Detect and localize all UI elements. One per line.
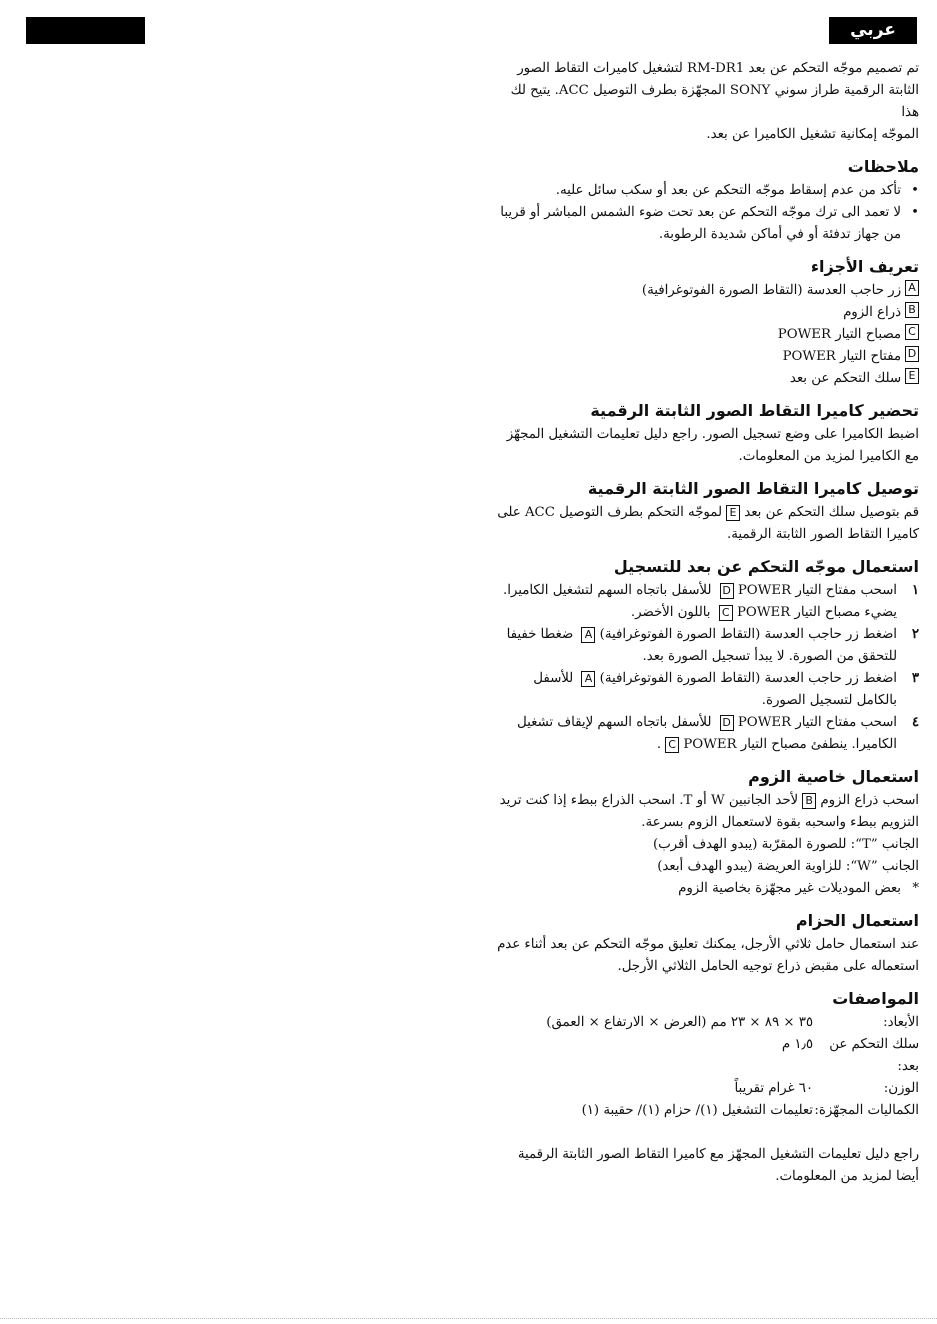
part-letter-box: A	[581, 671, 595, 687]
notes-heading: ملاحظات	[847, 157, 919, 176]
note-item: • تأكد من عدم إسقاط موجّه التحكم عن بعد أو سكب سائل عليه.	[495, 180, 919, 202]
recording-heading: استعمال موجّه التحكم عن بعد للتسجيل	[613, 557, 919, 576]
part-letter-box: B	[802, 793, 816, 809]
intro-line: الموجّه إمكانية تشغيل الكاميرا عن بعد.	[706, 127, 919, 142]
step-number: ٢	[911, 627, 919, 642]
zoom-note: * بعض الموديلات غير مجهّزة بخاصية الزوم	[495, 878, 919, 900]
part-letter-box: C	[719, 605, 733, 621]
spec-label: سلك التحكم عن بعد:	[829, 1037, 919, 1074]
part-item: A زر حاجب العدسة (التقاط الصورة الفوتوغرافية)	[495, 280, 919, 302]
part-letter-box: A	[581, 627, 595, 643]
parts-heading: تعريف الأجزاء	[810, 257, 919, 276]
part-item: E سلك التحكم عن بعد	[495, 368, 919, 390]
connect-heading: توصيل كاميرا التقاط الصور الثابتة الرقمية	[587, 479, 919, 498]
spec-row	[495, 1078, 919, 1100]
recording-step	[495, 580, 919, 624]
part-letter-box: D	[720, 583, 734, 599]
connect-paragraph: قم بتوصيل سلك التحكم عن بعد Eلموجّه التحكم بطرف التوصيل ACC على كاميرا التقاط الصور الثابتة الرقمية.	[497, 505, 919, 542]
part-letter-box: D	[905, 346, 919, 362]
prepare-heading: تحضير كاميرا التقاط الصور الثابتة الرقمية	[590, 401, 919, 420]
strap-heading: استعمال الحزام	[795, 911, 919, 930]
parts-list	[495, 280, 919, 390]
asterisk-icon: *	[912, 881, 919, 896]
zoom-paragraph: اسحب ذراع الزوم Bلأحد الجانبين W أو T. اسحب الذراع ببطء إذا كنت تريد التزويم ببطء واسحبه بقوة لاستعمال الزوم بسرعة.	[499, 793, 919, 830]
spec-row	[495, 1034, 919, 1078]
spec-value: تعليمات التشغيل (١)/ حزام (١)/ حقيبة (١)	[581, 1103, 813, 1118]
page-edge-divider	[0, 1318, 937, 1319]
footer-paragraph: راجع دليل تعليمات التشغيل المجهّز مع كاميرا التقاط الصور الثابتة الرقمية أيضا لمزيد من المعلومات.	[517, 1147, 919, 1184]
step-text: اسحب مفتاح التيار POWER D للأسفل باتجاه السهم لتشغيل الكاميرا. يضيء مصباح التيار POWER C باللون الأخضر.	[502, 583, 897, 620]
step-number: ٤	[911, 715, 919, 730]
zoom-side-w: الجانب ”W“: للزاوية العريضة (يبدو الهدف أبعد)	[657, 859, 919, 874]
recording-step	[495, 668, 919, 712]
part-item: C مصباح التيار POWER	[495, 324, 919, 346]
part-letter-box: C	[905, 324, 919, 340]
strap-paragraph: عند استعمال حامل ثلاثي الأرجل، يمكنك تعليق موجّه التحكم عن بعد أثناء عدم استعماله على مقبض ذراع توجيه الحامل الثلاثي الأرجل.	[497, 937, 919, 974]
step-text: اضغط زر حاجب العدسة (التقاط الصورة الفوتوغرافية) A للأسفل بالكامل لتسجيل الصورة.	[533, 671, 897, 708]
prepare-paragraph: اضبط الكاميرا على وضع تسجيل الصور. راجع دليل تعليمات التشغيل المجهّز مع الكاميرا لمزيد من المعلومات.	[506, 427, 919, 464]
bullet-icon: •	[911, 205, 919, 220]
recording-steps	[495, 580, 919, 756]
note-item: • لا تعمد الى ترك موجّه التحكم عن بعد تحت ضوء الشمس المباشر أو قريبا من جهاز تدفئة أو في أماكن شديدة الرطوبة.	[495, 202, 919, 246]
spec-row	[495, 1012, 919, 1034]
recording-step	[495, 624, 919, 668]
intro-line: تم تصميم موجّه التحكم عن بعد RM-DR1 لتشغيل كاميرات التقاط الصور	[517, 61, 919, 76]
bullet-icon: •	[911, 183, 919, 198]
spec-row	[495, 1100, 919, 1122]
part-item: D مفتاح التيار POWER	[495, 346, 919, 368]
step-number: ١	[911, 583, 919, 598]
spec-label: الأبعاد:	[883, 1015, 919, 1030]
part-letter-box: E	[726, 505, 740, 521]
step-text: اضغط زر حاجب العدسة (التقاط الصورة الفوتوغرافية) A ضغطا خفيفا للتحقق من الصورة. لا يبدأ تسجيل الصورة بعد.	[506, 627, 897, 664]
spec-label: الكماليات المجهّزة:	[814, 1103, 919, 1118]
part-letter-box: B	[905, 302, 919, 318]
spec-label: الوزن:	[883, 1081, 919, 1096]
spec-value: ٣٥ × ٨٩ × ٢٣ مم (العرض × الارتفاع × العمق)	[546, 1015, 813, 1030]
part-letter-box: D	[720, 715, 734, 731]
part-letter-box: C	[665, 737, 679, 753]
intro-line: الثابتة الرقمية طراز سوني SONY المجهّزة بطرف التوصيل ACC. يتيح لك هذا	[510, 83, 919, 120]
specs-table	[495, 1012, 919, 1122]
header-bar	[26, 17, 145, 44]
recording-step	[495, 712, 919, 756]
document-body	[495, 58, 919, 1188]
intro-paragraph	[495, 58, 919, 146]
spec-value: ١٫٥ م	[781, 1037, 813, 1052]
part-letter-box: A	[905, 280, 919, 296]
part-letter-box: E	[905, 368, 919, 384]
step-number: ٣	[911, 671, 919, 686]
specs-heading: المواصفات	[832, 989, 919, 1008]
zoom-side-t: الجانب ”T“: للصورة المقرّبة (يبدو الهدف أقرب)	[652, 837, 919, 852]
language-tab: عربي	[829, 17, 917, 44]
step-text: اسحب مفتاح التيار POWER D للأسفل باتجاه السهم لإيقاف تشغيل الكاميرا. ينطفئ مصباح التيار POWER C.	[517, 715, 897, 752]
part-item: B ذراع الزوم	[495, 302, 919, 324]
zoom-heading: استعمال خاصية الزوم	[748, 767, 919, 786]
spec-value: ٦٠ غرام تقريباً	[734, 1081, 813, 1096]
